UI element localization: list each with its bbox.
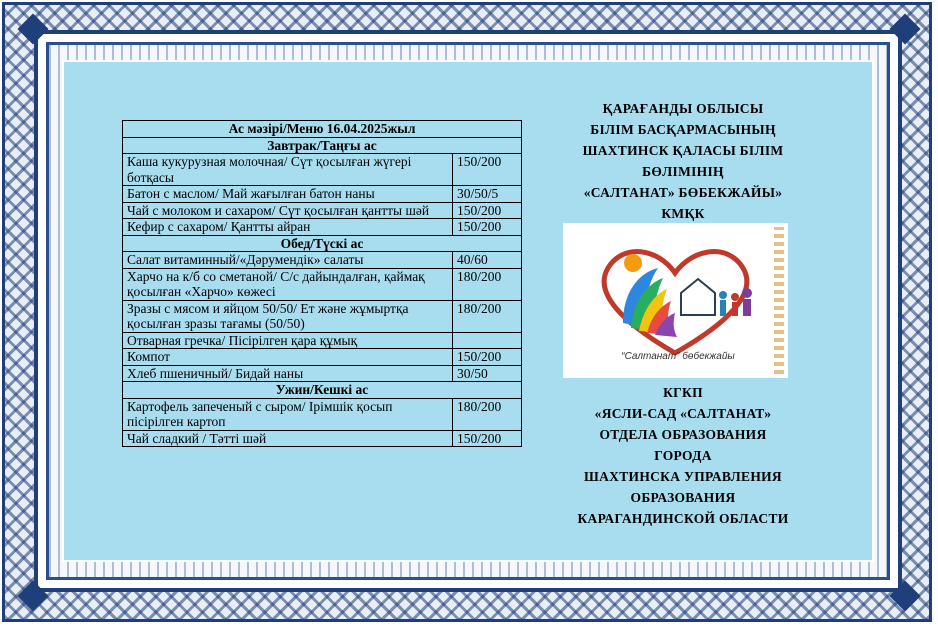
org-ru-line: КГКП bbox=[663, 385, 703, 400]
dish-name: Отварная гречка/ Пісірілген қара құмық bbox=[123, 332, 453, 349]
section-heading: Ужин/Кешкі ас bbox=[123, 382, 522, 399]
org-kz-line: «САЛТАНАТ» БӨБЕКЖАЙЫ» bbox=[583, 185, 783, 200]
dish-name: Картофель запеченый с сыром/ Ірімшік қосып пісірілген картоп bbox=[123, 398, 453, 430]
menu-row bbox=[123, 332, 522, 349]
menu-row bbox=[123, 202, 522, 219]
menu-table bbox=[122, 120, 522, 447]
portion-size: 150/200 bbox=[453, 349, 522, 366]
menu-row bbox=[123, 349, 522, 366]
dish-name: Харчо на к/б со сметаной/ С/с дайындалған, қаймақ қосылған «Харчо» көжесі bbox=[123, 268, 453, 300]
org-kz-line: ҚАРАҒАНДЫ ОБЛЫСЫ bbox=[602, 101, 764, 116]
menu-title: Ас мәзірі/Меню 16.04.2025жыл bbox=[123, 121, 522, 138]
organization-name-kz bbox=[548, 98, 818, 224]
portion-size: 150/200 bbox=[453, 154, 522, 186]
menu-row bbox=[123, 430, 522, 447]
menu-row bbox=[123, 268, 522, 300]
portion-size: 30/50/5 bbox=[453, 186, 522, 203]
dish-name: Хлеб пшеничный/ Бидай наны bbox=[123, 365, 453, 382]
portion-size: 150/200 bbox=[453, 430, 522, 447]
dish-name: Салат витаминный/«Дәрумендік» салаты bbox=[123, 252, 453, 269]
ornament-strip bbox=[774, 227, 784, 374]
kindergarten-logo bbox=[563, 223, 788, 378]
organization-name-ru bbox=[548, 382, 818, 529]
dish-name: Каша кукурузная молочная/ Сүт қосылған жүгері ботқасы bbox=[123, 154, 453, 186]
portion-size: 30/50 bbox=[453, 365, 522, 382]
org-ru-line: ОБРАЗОВАНИЯ bbox=[630, 490, 736, 505]
org-ru-line: КАРАГАНДИНСКОЙ ОБЛАСТИ bbox=[577, 511, 789, 526]
menu-row bbox=[123, 186, 522, 203]
portion-size bbox=[453, 332, 522, 349]
portion-size: 150/200 bbox=[453, 219, 522, 236]
dish-name: Зразы с мясом и яйцом 50/50/ Ет және жұмыртқа қосылған зразы тағамы (50/50) bbox=[123, 300, 453, 332]
menu-row bbox=[123, 300, 522, 332]
dish-name: Чай сладкий / Тәтті шәй bbox=[123, 430, 453, 447]
org-ru-line: ШАХТИНСКА УПРАВЛЕНИЯ bbox=[584, 469, 782, 484]
org-kz-line: БӨЛІМІНІҢ bbox=[642, 164, 724, 179]
org-ru-line: ГОРОДА bbox=[654, 448, 712, 463]
section-heading: Завтрак/Таңғы ас bbox=[123, 137, 522, 154]
org-ru-line: «ЯСЛИ-САД «САЛТАНАТ» bbox=[594, 406, 772, 421]
portion-size: 40/60 bbox=[453, 252, 522, 269]
org-ru-line: ОТДЕЛА ОБРАЗОВАНИЯ bbox=[599, 427, 767, 442]
org-kz-line: ШАХТИНСК ҚАЛАСЫ БІЛІМ bbox=[582, 143, 784, 158]
dish-name: Компот bbox=[123, 349, 453, 366]
portion-size: 180/200 bbox=[453, 268, 522, 300]
org-kz-line: КМҚК bbox=[661, 206, 705, 221]
logo-caption: “Салтанат” бөбекжайы bbox=[621, 351, 735, 362]
menu-row bbox=[123, 365, 522, 382]
org-kz-line: БІЛІМ БАСҚАРМАСЫНЫҢ bbox=[590, 122, 776, 137]
menu-row bbox=[123, 398, 522, 430]
section-heading: Обед/Түскі ас bbox=[123, 235, 522, 252]
portion-size: 180/200 bbox=[453, 300, 522, 332]
dish-name: Чай с молоком и сахаром/ Сүт қосылған қантты шәй bbox=[123, 202, 453, 219]
portion-size: 150/200 bbox=[453, 202, 522, 219]
menu-row bbox=[123, 252, 522, 269]
dish-name: Кефир с сахаром/ Қантты айран bbox=[123, 219, 453, 236]
dish-name: Батон с маслом/ Май жағылған батон наны bbox=[123, 186, 453, 203]
menu-row bbox=[123, 154, 522, 186]
portion-size: 180/200 bbox=[453, 398, 522, 430]
menu-row bbox=[123, 219, 522, 236]
